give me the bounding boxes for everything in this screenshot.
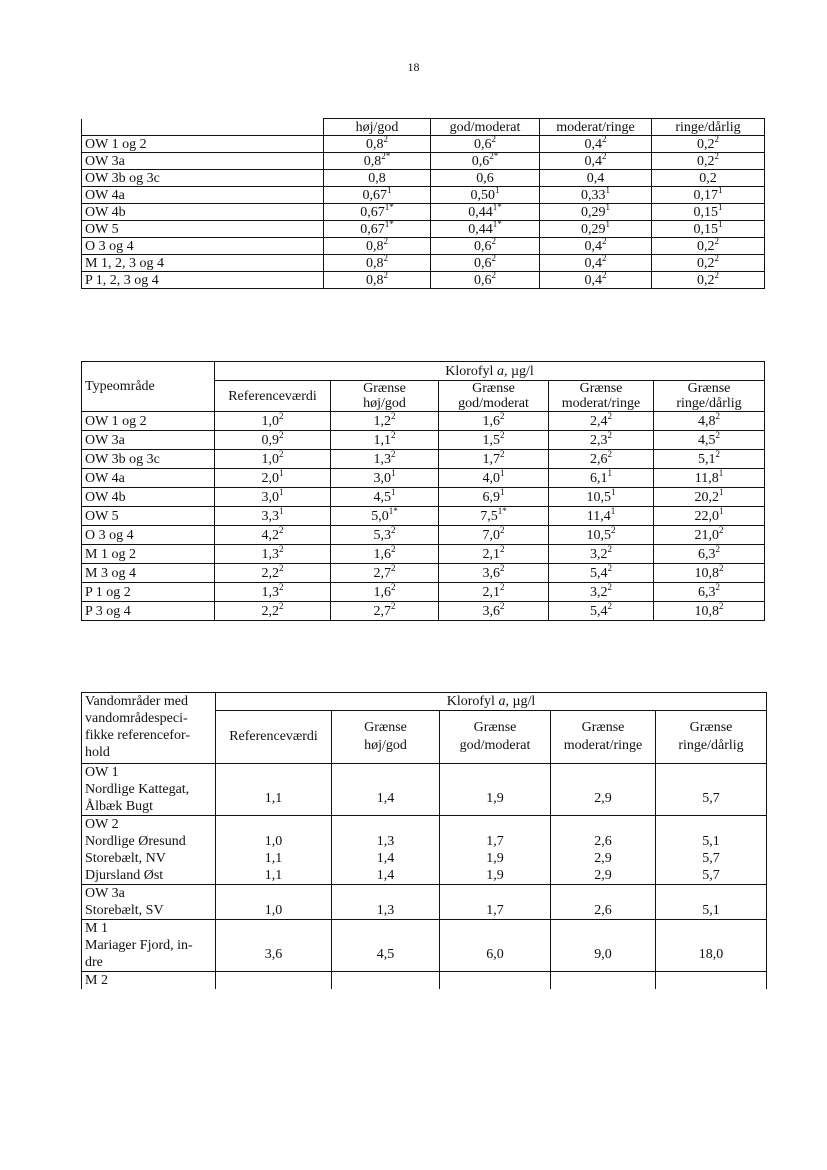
table-row [82,255,765,272]
row-label: OW 4b [82,204,324,221]
superscript-note: 2 [391,430,396,440]
superscript-note: 2 [279,544,284,554]
value-cell: $4,2^2$ [215,526,331,545]
superscript-note: 1 [500,468,505,478]
row-label: M 1, 2, 3 og 4 [82,255,324,272]
table-row [82,488,765,507]
value-cell [440,972,551,990]
group-label: OW 2 Nordlige Øresund Storebælt, NV Djursland Øst [82,816,216,885]
superscript-note: 2 [607,563,612,573]
value-cell: 11,8$^1$ [654,469,765,488]
superscript-note: 2 [383,237,388,246]
row-label: P 3 og 4 [82,602,215,621]
value-cell: $3,0^1$ [215,488,331,507]
superscript-note: 1 [607,468,612,478]
table-row [82,450,765,469]
value-cell: 0,8 [324,170,431,187]
table-title-row [82,693,767,711]
value-cell: $3,2^2$ [549,583,654,602]
ecological-ratio-table [81,118,765,289]
superscript-note: 2 [500,582,505,592]
table-row [82,272,765,289]
value-cell: $7,0^2$ [439,526,549,545]
table-title: Klorofyl a, µg/l [216,693,767,711]
value-cell: $0,2^2$ [652,136,765,153]
chlorophyll-type-table [81,361,765,621]
group-label: OW 3a Storebælt, SV [82,885,216,920]
superscript-note: 1 [718,186,723,195]
superscript-note: 2 [491,254,496,263]
value-cell: 0,17$^1$ [652,187,765,204]
column-header: Grænse høj/god [331,381,439,412]
table-title: Klorofyl a, µg/l [215,362,765,381]
row-header: Vandområder med vandområdespeci- fikke referencefor- hold [82,693,216,764]
superscript-note: 2 [607,411,612,421]
value-cell [216,972,332,990]
superscript-note: 1 [719,487,724,497]
superscript-note: 2 [607,544,612,554]
value-cell: $0,6^{2*}$ [431,153,540,170]
value-cell: $3,0^1$ [331,469,439,488]
value-cell: $2,1^2$ [439,583,549,602]
superscript-note: 2 [500,563,505,573]
value-cell: 11,4$^1$ [549,507,654,526]
value-cell: $0,4^2$ [540,153,652,170]
column-header: ringe/dårlig [652,119,765,136]
superscript-note: 2 [607,449,612,459]
superscript-note: 2 [391,525,396,535]
value-cell: $1,6^2$ [331,545,439,564]
superscript-note: 1 [718,203,723,212]
superscript-note: 2 [602,135,607,144]
superscript-note: 2 [607,601,612,611]
superscript-note: 1* [384,203,394,212]
value-cell: $6,1^1$ [549,469,654,488]
superscript-note: 1 [610,506,616,516]
table-title-row [82,362,765,381]
value-cell: 5,1 5,7 5,7 [656,816,767,885]
superscript-note: 1 [605,203,610,212]
value-cell: 1,9 [440,764,551,816]
superscript-note: 2 [500,449,505,459]
value-cell: $5,4^2$ [549,564,654,583]
chlorophyll-specific-table [81,692,767,989]
table-row [82,583,765,602]
superscript-note: 2 [602,254,607,263]
value-cell: $0,4^2$ [540,272,652,289]
group-row [82,816,767,885]
value-cell: $0,4^2$ [540,238,652,255]
row-label: OW 4a [82,469,215,488]
value-cell: 21,0$^2$ [654,526,765,545]
superscript-note: 2 [500,525,505,535]
superscript-note: 1 [719,506,724,516]
column-header: Referenceværdi [216,711,332,764]
value-cell: $3,6^2$ [439,564,549,583]
superscript-note: 2 [714,152,719,161]
value-cell: $0,6^2$ [431,272,540,289]
table-row [82,170,765,187]
superscript-note: 2 [391,563,396,573]
row-label: OW 1 og 2 [82,136,324,153]
value-cell: 2,6 [551,885,656,920]
superscript-note: 1 [718,220,723,229]
superscript-note: 2 [391,544,396,554]
superscript-note: 2 [714,237,719,246]
superscript-note: 2 [383,254,388,263]
value-cell: 4,5 [332,920,440,972]
value-cell: $5,1^2$ [654,450,765,469]
value-cell: $0,6^2$ [431,255,540,272]
superscript-note: 2 [715,544,721,554]
value-cell: $3,3^1$ [215,507,331,526]
value-cell: $0,44^{1*}$ [431,204,540,221]
value-cell: $2,7^2$ [331,564,439,583]
superscript-note: 2 [602,152,607,161]
value-cell: 1,0 [216,885,332,920]
column-header: god/moderat [431,119,540,136]
value-cell: 6,0 [440,920,551,972]
column-header: Grænse moderat/ringe [551,711,656,764]
superscript-note: 1 [500,487,505,497]
row-label: OW 5 [82,507,215,526]
value-cell: 5,7 [656,764,767,816]
table-row [82,238,765,255]
value-cell: 0,2 [652,170,765,187]
row-header: Typeområde [82,362,215,412]
value-cell: $0,4^2$ [540,255,652,272]
value-cell: 0,33$^1$ [540,187,652,204]
value-cell: $2,4^2$ [549,412,654,431]
column-header: Grænse høj/god [332,711,440,764]
superscript-note: 2 [279,582,284,592]
value-cell: $2,1^2$ [439,545,549,564]
superscript-note: 2 [279,563,284,573]
value-cell: 1,4 [332,764,440,816]
table-row [82,545,765,564]
value-cell: $0,8^2$ [324,255,431,272]
value-cell: 3,6 [216,920,332,972]
value-cell: 0,15$^1$ [652,204,765,221]
group-row [82,885,767,920]
row-label: OW 5 [82,221,324,238]
superscript-note: 2 [719,563,724,573]
value-cell: 0,6 [431,170,540,187]
value-cell: $1,2^2$ [331,412,439,431]
column-header: Grænse ringe/dårlig [654,381,765,412]
group-label: M 1 Mariager Fjord, in- dre [82,920,216,972]
value-cell: $0,2^2$ [652,238,765,255]
superscript-note: 2* [381,152,391,161]
superscript-note: 2 [391,449,396,459]
value-cell: $4,5^2$ [654,431,765,450]
value-cell: $2,7^2$ [331,602,439,621]
page-number: 18 [407,60,420,74]
value-cell: $2,3^2$ [549,431,654,450]
superscript-note: 2 [383,135,388,144]
superscript-note: 2 [279,411,284,421]
column-header: Grænse god/moderat [439,381,549,412]
superscript-note: 1 [391,468,396,478]
value-cell: $0,6^2$ [431,238,540,255]
superscript-note: 2 [715,449,721,459]
value-cell: $0,44^{1*}$ [431,221,540,238]
superscript-note: 2 [602,271,607,280]
superscript-note: 2 [715,582,721,592]
table-row [82,431,765,450]
value-cell: 1,3 [332,885,440,920]
table-row [82,602,765,621]
value-cell: 10,5$^2$ [549,526,654,545]
value-cell: $3,6^2$ [439,602,549,621]
value-cell: 20,2$^1$ [654,488,765,507]
superscript-note: 2 [491,135,496,144]
value-cell: $0,67^{1*}$ [324,221,431,238]
row-label: O 3 og 4 [82,238,324,255]
value-cell: 1,0 1,1 1,1 [216,816,332,885]
row-label: OW 3b og 3c [82,450,215,469]
row-label: OW 1 og 2 [82,412,215,431]
table-row [82,204,765,221]
value-cell: $0,9^2$ [215,431,331,450]
value-cell: $1,0^2$ [215,412,331,431]
value-cell: $7,5^{1*}$ [439,507,549,526]
table-row [82,526,765,545]
superscript-note: 2 [714,135,719,144]
row-label: P 1 og 2 [82,583,215,602]
row-label: OW 4b [82,488,215,507]
column-header: Grænse moderat/ringe [549,381,654,412]
value-cell [332,972,440,990]
value-cell: $4,8^2$ [654,412,765,431]
column-header: høj/god [324,119,431,136]
value-cell: 1,1 [216,764,332,816]
superscript-note: 2 [719,525,724,535]
value-cell: 1,7 [440,885,551,920]
value-cell: 0,67$^1$ [324,187,431,204]
superscript-note: 1* [388,506,398,516]
superscript-note: 1* [492,220,502,229]
superscript-note: 1 [718,468,724,478]
value-cell: $1,5^2$ [439,431,549,450]
value-cell: $2,6^2$ [549,450,654,469]
value-cell: $0,8^2$ [324,136,431,153]
value-cell: $6,3^2$ [654,545,765,564]
value-cell: 1,3 1,4 1,4 [332,816,440,885]
value-cell: $0,4^2$ [540,136,652,153]
superscript-note: 2 [491,271,496,280]
group-label: M 2 [82,972,216,990]
value-cell: $0,67^{1*}$ [324,204,431,221]
table-row [82,221,765,238]
row-label: P 1, 2, 3 og 4 [82,272,324,289]
value-cell: $2,2^2$ [215,602,331,621]
value-cell: $4,5^1$ [331,488,439,507]
row-label: M 3 og 4 [82,564,215,583]
group-row [82,972,767,990]
superscript-note: 1 [387,186,392,195]
value-cell: $6,3^2$ [654,583,765,602]
column-header: moderat/ringe [540,119,652,136]
value-cell: $6,9^1$ [439,488,549,507]
superscript-note: 2 [607,430,612,440]
value-cell: 10,5$^1$ [549,488,654,507]
superscript-note: 2* [489,152,499,161]
row-label: M 1 og 2 [82,545,215,564]
superscript-note: 1 [495,186,500,195]
superscript-note: 2 [602,237,607,246]
row-label: OW 3a [82,153,324,170]
value-cell: $0,6^2$ [431,136,540,153]
value-cell: $5,0^{1*}$ [331,507,439,526]
italic-a: a [496,363,504,379]
value-cell: $1,6^2$ [439,412,549,431]
value-cell: $1,7^2$ [439,450,549,469]
value-cell: 2,6 2,9 2,9 [551,816,656,885]
value-cell: $5,4^2$ [549,602,654,621]
value-cell: $0,8^{2*}$ [324,153,431,170]
table-header-row [82,119,765,136]
group-label: OW 1 Nordlige Kattegat, Ålbæk Bugt [82,764,216,816]
superscript-note: 2 [719,601,724,611]
value-cell: $3,2^2$ [549,545,654,564]
superscript-note: 2 [500,601,505,611]
value-cell [656,972,767,990]
column-header: Referenceværdi [215,381,331,412]
table-row [82,412,765,431]
column-header: Grænse ringe/dårlig [656,711,767,764]
value-cell: 10,8$^2$ [654,602,765,621]
value-cell: 18,0 [656,920,767,972]
table-row [82,153,765,170]
value-cell: $0,2^2$ [652,153,765,170]
table-row [82,564,765,583]
value-cell: $0,2^2$ [652,255,765,272]
superscript-note: 2 [383,271,388,280]
table-row [82,187,765,204]
superscript-note: 1 [279,506,284,516]
superscript-note: 1 [279,468,284,478]
superscript-note: 2 [391,601,396,611]
superscript-note: 2 [611,525,616,535]
row-label: OW 3b og 3c [82,170,324,187]
value-cell: $1,3^2$ [215,545,331,564]
value-cell: $4,0^1$ [439,469,549,488]
value-cell: $2,0^1$ [215,469,331,488]
value-cell [551,972,656,990]
value-cell: $1,3^2$ [215,583,331,602]
value-cell: $0,2^2$ [652,272,765,289]
group-row [82,764,767,816]
value-cell: $5,3^2$ [331,526,439,545]
superscript-note: 2 [279,449,284,459]
row-label: OW 3a [82,431,215,450]
value-cell: $1,6^2$ [331,583,439,602]
value-cell: 0,50$^1$ [431,187,540,204]
superscript-note: 2 [715,411,721,421]
superscript-note: 2 [714,254,719,263]
superscript-note: 2 [500,430,505,440]
superscript-note: 2 [714,271,719,280]
header-blank [82,119,324,136]
value-cell: 2,9 [551,764,656,816]
superscript-note: 1* [497,506,507,516]
value-cell: $0,8^2$ [324,238,431,255]
superscript-note: 1* [384,220,394,229]
value-cell: $1,3^2$ [331,450,439,469]
table-row [82,469,765,488]
superscript-note: 2 [391,582,396,592]
value-cell: $1,1^2$ [331,431,439,450]
italic-a: a [498,694,506,709]
value-cell: $2,2^2$ [215,564,331,583]
table-row [82,136,765,153]
superscript-note: 2 [607,582,612,592]
superscript-note: 1* [492,203,502,212]
value-cell: 1,7 1,9 1,9 [440,816,551,885]
superscript-note: 2 [279,601,284,611]
group-row [82,920,767,972]
superscript-note: 1 [605,186,610,195]
superscript-note: 2 [500,544,505,554]
superscript-note: 2 [715,430,721,440]
superscript-note: 1 [279,487,284,497]
value-cell: 10,8$^2$ [654,564,765,583]
superscript-note: 1 [391,487,396,497]
superscript-note: 2 [491,237,496,246]
value-cell: 9,0 [551,920,656,972]
value-cell: $0,8^2$ [324,272,431,289]
value-cell: 0,4 [540,170,652,187]
superscript-note: 1 [611,487,616,497]
superscript-note: 2 [391,411,396,421]
value-cell: 0,15$^1$ [652,221,765,238]
row-label: OW 4a [82,187,324,204]
superscript-note: 2 [279,430,284,440]
value-cell: 0,29$^1$ [540,204,652,221]
superscript-note: 2 [279,525,284,535]
row-label: O 3 og 4 [82,526,215,545]
value-cell: 0,29$^1$ [540,221,652,238]
superscript-note: 1 [605,220,610,229]
superscript-note: 2 [500,411,505,421]
value-cell: 5,1 [656,885,767,920]
value-cell: 22,0$^1$ [654,507,765,526]
column-header: Grænse god/moderat [440,711,551,764]
table-row [82,507,765,526]
value-cell: $1,0^2$ [215,450,331,469]
